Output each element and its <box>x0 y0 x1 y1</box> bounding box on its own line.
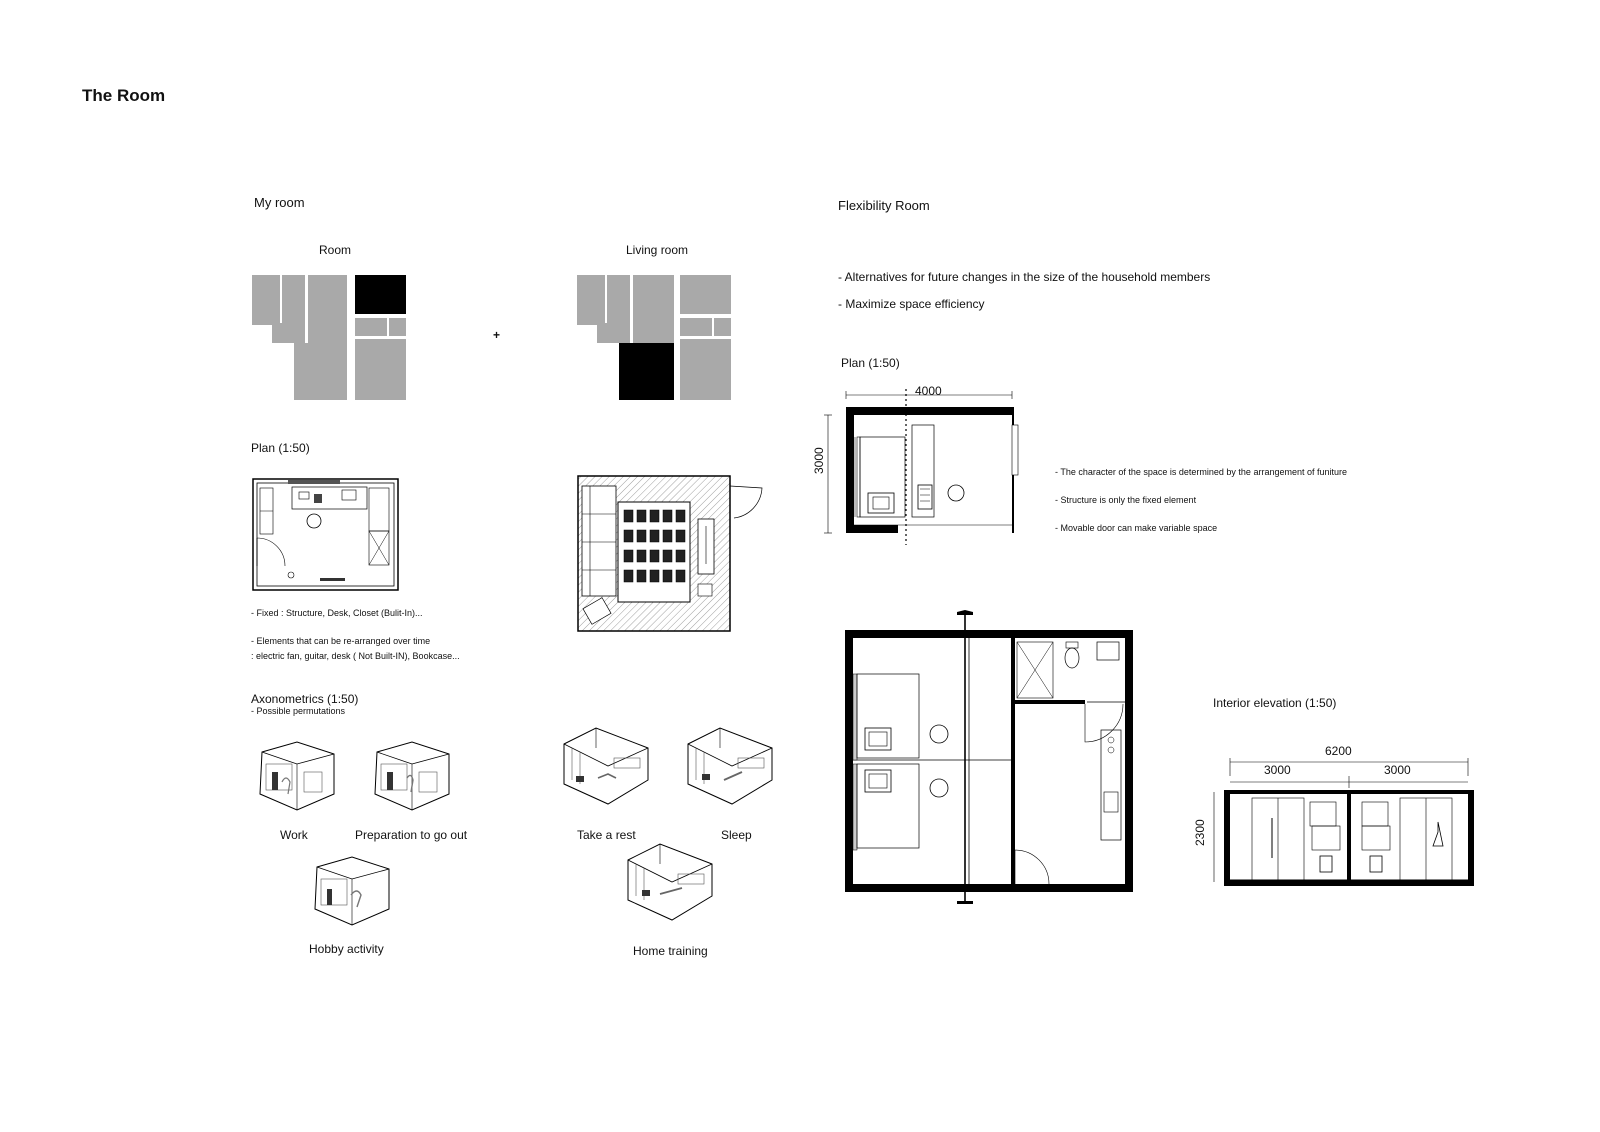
page-title: The Room <box>82 86 166 105</box>
axo-sleep-drawing <box>680 728 772 804</box>
flex-room-heading: Flexibility Room <box>838 198 930 213</box>
elev-dim-total: 6200 <box>1325 744 1352 758</box>
flex-bullet-1: - Alternatives for future changes in the size of the household members <box>838 270 1211 284</box>
axo-work-drawing <box>252 742 334 812</box>
permutation-sleep: Sleep <box>721 828 752 842</box>
living-room-plan-drawing <box>576 474 776 634</box>
flex-plan-drawing <box>828 385 1028 550</box>
my-room-heading: My room <box>254 195 305 210</box>
permutation-work: Work <box>280 828 308 842</box>
my-room-note-1: - Fixed : Structure, Desk, Closet (Bulit-In)... <box>251 608 423 618</box>
axo-preparation-drawing <box>367 742 449 812</box>
flex-large-plan-drawing <box>845 612 1141 904</box>
flex-bullet-2: - Maximize space efficiency <box>838 297 985 311</box>
elev-dim-right: 3000 <box>1384 763 1411 777</box>
interior-elevation-drawing <box>1212 758 1482 890</box>
permutation-training: Home training <box>633 944 708 958</box>
flex-dim-width: 4000 <box>915 384 942 398</box>
axo-training-drawing <box>620 844 712 920</box>
permutation-hobby: Hobby activity <box>309 942 384 956</box>
elev-dim-height: 2300 <box>1193 819 1207 846</box>
elevation-heading: Interior elevation (1:50) <box>1213 696 1337 710</box>
flex-plan-heading: Plan (1:50) <box>841 356 900 370</box>
axo-rest-drawing <box>556 728 648 804</box>
living-room-label: Living room <box>626 243 689 257</box>
elev-dim-left: 3000 <box>1264 763 1291 777</box>
flex-note-3: - Movable door can make variable space <box>1055 523 1218 533</box>
room-plan-drawing <box>252 478 400 592</box>
axonometrics-heading: Axonometrics (1:50) <box>251 692 359 706</box>
flex-dim-height: 3000 <box>812 447 826 474</box>
living-room-block-diagram <box>577 275 737 400</box>
axo-hobby-drawing <box>307 857 389 927</box>
flex-note-2: - Structure is only the fixed element <box>1055 495 1197 505</box>
permutation-rest: Take a rest <box>577 828 636 842</box>
permutation-preparation: Preparation to go out <box>355 828 468 842</box>
plus-sign: + <box>493 328 501 342</box>
room-label: Room <box>319 243 352 257</box>
axonometrics-subheading: - Possible permutations <box>251 706 346 716</box>
my-room-note-2: - Elements that can be re-arranged over time <box>251 636 431 646</box>
my-room-plan-heading: Plan (1:50) <box>251 441 310 455</box>
my-room-note-3: : electric fan, guitar, desk ( Not Built-IN), Bookcase... <box>251 651 460 661</box>
room-block-diagram <box>252 275 412 400</box>
flex-note-1: - The character of the space is determined by the arrangement of funiture <box>1055 467 1347 477</box>
